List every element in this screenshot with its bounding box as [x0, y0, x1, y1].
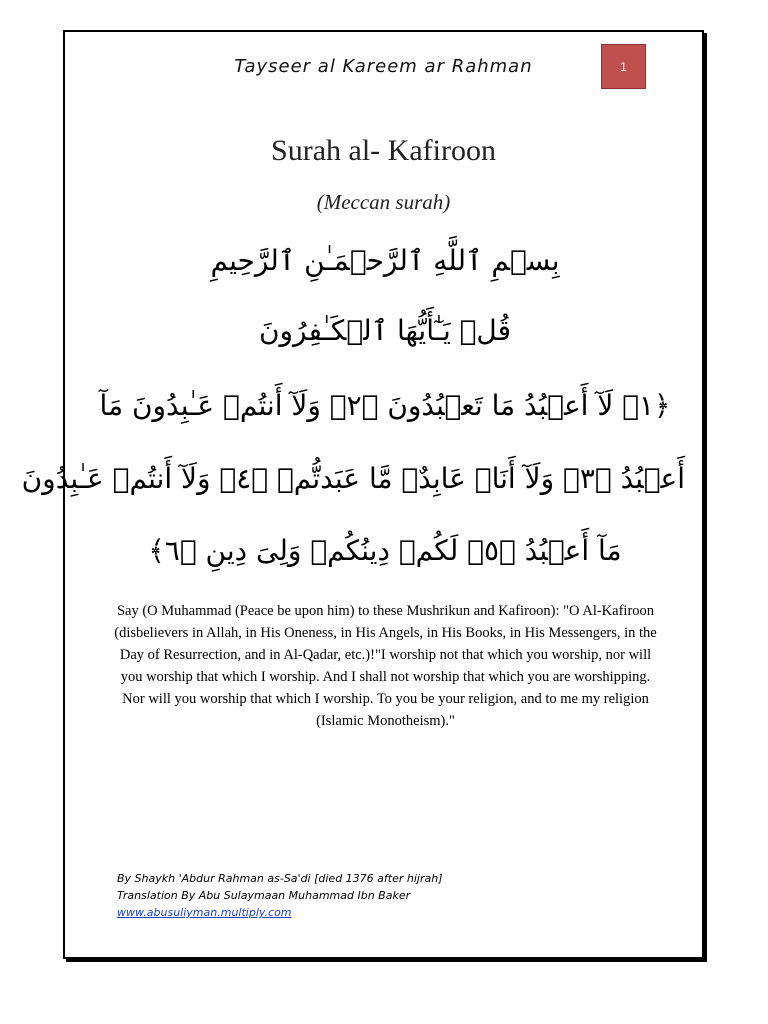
arabic-verse-line-4: مَآ أَعۡبُدُ ﴿٥﴾ لَكُمۡ دِينُكُمۡ وَلِىَ دِينِ ﴿٦﴾	[148, 534, 622, 567]
running-header: Tayseer al Kareem ar Rahman	[234, 56, 533, 77]
arabic-verse-line-1: قُلۡ يَـٰٓأَيُّهَا ٱلۡكَـٰفِرُونَ	[258, 314, 512, 347]
document-page	[21, 30, 704, 959]
footer-website-link[interactable]: www.abusuliyman.multiply.com	[117, 906, 292, 919]
footer-translator: Translation By Abu Sulaymaan Muhammad Ibn Baker	[117, 889, 411, 902]
surah-subtitle: (Meccan surah)	[316, 190, 451, 214]
footer-credits	[117, 870, 443, 921]
arabic-verse-line-3: أَعۡبُدُ ﴿٣﴾ وَلَآ أَنَا۟ عَابِدٌ۬ مَّا عَبَدتُّمۡ ﴿٤﴾ وَلَآ أَنتُمۡ عَـٰبِدُونَ	[21, 462, 685, 495]
arabic-verse-line-2: ﴿١﴾ لَآ أَعۡبُدُ مَا تَعۡبُدُونَ ﴿٢﴾ وَلَآ أَنتُمۡ عَـٰبِدُونَ مَآ	[99, 389, 671, 422]
footer-author: By Shaykh 'Abdur Rahman as-Sa'di [died 1376 after hijrah]	[117, 872, 443, 885]
page-number-badge: 1	[601, 44, 646, 89]
english-translation: Say (O Muhammad (Peace be upon him) to these Mushrikun and Kafiroon): "O Al-Kafiroon (disbelievers in Allah, in His Oneness, in His Angels, in His Books, in His Messengers, in the Day of Resurrection, and in Al-Qadar, etc.)!"I worship not that which you worship, nor will you worship that which I worship. And I shall not worship that which you are worshipping. Nor will you worship that which I worship. To you be your religion, and to me my religion (Islamic Monotheism)."	[114, 603, 657, 729]
arabic-basmala: بِسۡمِ ٱللَّهِ ٱلرَّحۡمَـٰنِ ٱلرَّحِيمِ	[210, 244, 560, 277]
surah-title: Surah al- Kafiroon	[271, 134, 496, 167]
